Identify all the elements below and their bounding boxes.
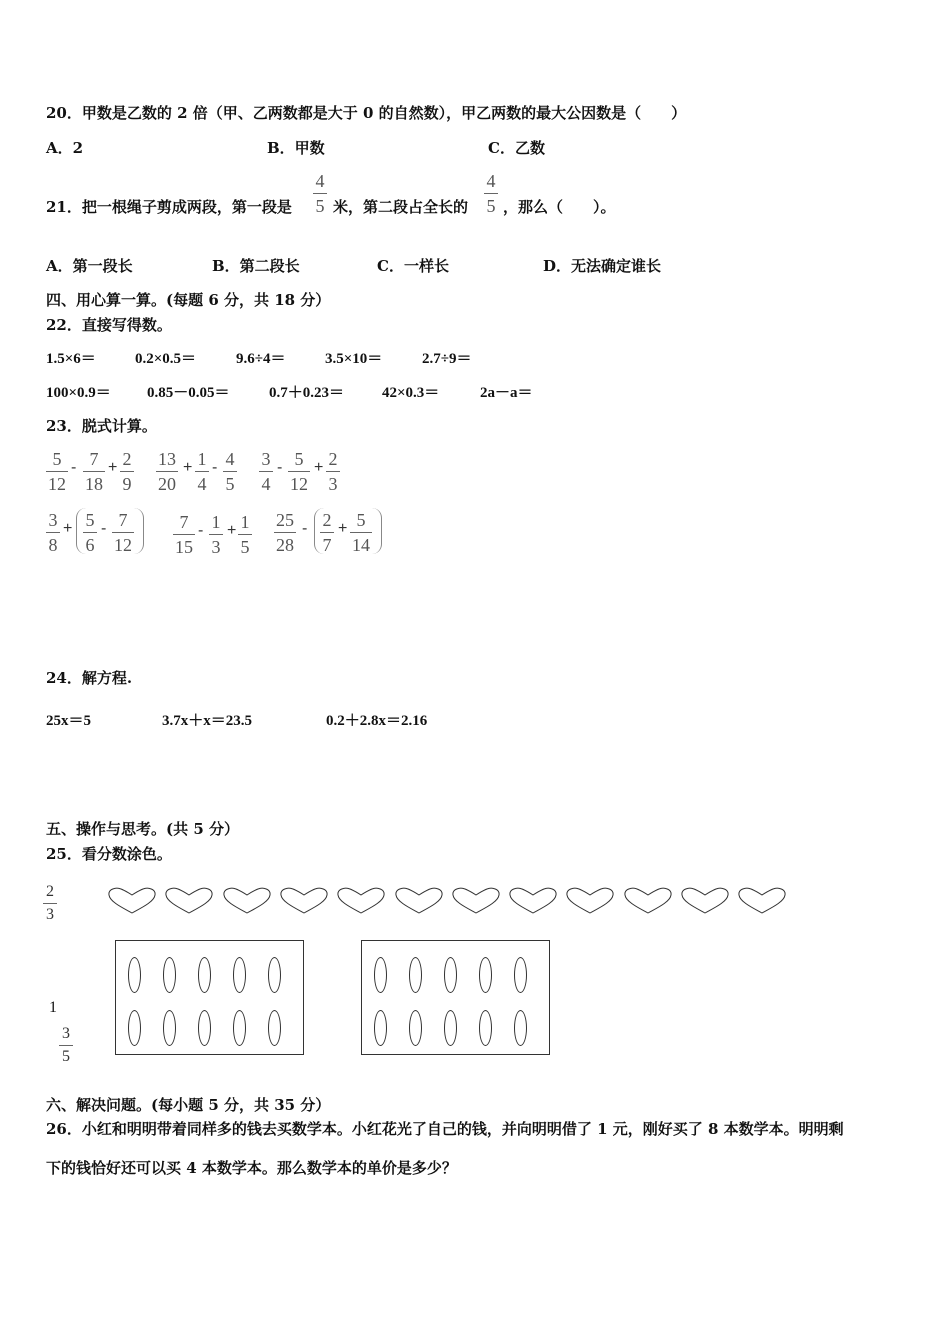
heart-icon[interactable]: [737, 886, 787, 916]
fraction: 2 3: [326, 450, 340, 493]
fraction: 1 4: [195, 450, 209, 493]
q22-item: 9.6÷4＝: [236, 351, 286, 367]
q22-item: 42×0.3＝: [382, 385, 440, 401]
q22-item: 100×0.9＝: [46, 385, 111, 401]
fraction: 5 12: [48, 449, 66, 494]
oval-shape[interactable]: [444, 957, 457, 993]
q25-boxes-fraction: 3 5: [59, 1026, 73, 1065]
fraction: 5 14: [352, 510, 370, 555]
q26-line-2: 下的钱恰好还可以买 4 本数学本。那么数学本的单价是多少？: [46, 1159, 457, 1177]
q24-equation-3: 0.2＋2.8x＝2.16: [326, 713, 428, 729]
plus-sign: +: [314, 459, 324, 476]
q24-equation-1: 25x＝5: [46, 713, 92, 729]
q25-hearts-fraction: 2 3: [43, 884, 57, 923]
plus-sign: +: [183, 459, 193, 476]
oval-shape[interactable]: [268, 1010, 281, 1046]
q20-stem: 20．甲数是乙数的 2 倍（甲、乙两数都是大于 0 的自然数），甲乙两数的最大公因数是（ ）: [46, 104, 687, 122]
minus-sign: -: [101, 520, 107, 537]
q24-title: 24．解方程.: [46, 669, 133, 687]
q22-item: 0.7＋0.23＝: [269, 385, 345, 401]
oval-shape[interactable]: [128, 1010, 141, 1046]
q22-item: 2a－a＝: [480, 385, 533, 401]
section-6-title: 六、解决问题。(每小题 5 分，共 35 分）: [46, 1096, 331, 1114]
oval-shape[interactable]: [514, 957, 527, 993]
oval-shape[interactable]: [444, 1010, 457, 1046]
heart-icon[interactable]: [623, 886, 673, 916]
oval-shape[interactable]: [268, 957, 281, 993]
oval-shape[interactable]: [479, 957, 492, 993]
q24-equation-2: 3.7x＋x＝23.5: [162, 713, 253, 729]
plus-sign: +: [338, 520, 348, 537]
q21-stem-c: ，那么（ ）。: [503, 198, 616, 216]
oval-shape[interactable]: [198, 957, 211, 993]
q20-option-c: C．乙数: [488, 139, 545, 157]
fraction: 2 7: [320, 511, 334, 554]
heart-icon[interactable]: [451, 886, 501, 916]
heart-icon[interactable]: [164, 886, 214, 916]
q21-stem-b: 米，第二段占全长的: [333, 198, 469, 216]
section-5-title: 五、操作与思考。(共 5 分）: [46, 820, 239, 838]
oval-shape[interactable]: [409, 957, 422, 993]
q26-line-1: 26．小红和明明带着同样多的钱去买数学本。小红花光了自己的钱，并向明明借了 1 元，刚好买了 8 本数学本。明明剩: [46, 1120, 844, 1138]
heart-icon[interactable]: [279, 886, 329, 916]
oval-shape[interactable]: [479, 1010, 492, 1046]
section-4-title: 四、用心算一算。(每题 6 分，共 18 分）: [46, 291, 331, 309]
oval-shape[interactable]: [514, 1010, 527, 1046]
q23-title: 23．脱式计算。: [46, 417, 157, 435]
minus-sign: -: [198, 522, 204, 539]
q21-stem-a: 21．把一根绳子剪成两段，第一段是: [46, 198, 292, 216]
minus-sign: -: [277, 459, 283, 476]
q20-option-b: B．甲数: [267, 139, 325, 157]
q22-item: 0.2×0.5＝: [135, 351, 197, 367]
heart-icon[interactable]: [508, 886, 558, 916]
fraction: 1 3: [209, 513, 223, 556]
heart-icon[interactable]: [680, 886, 730, 916]
oval-shape[interactable]: [233, 1010, 246, 1046]
oval-shape[interactable]: [374, 1010, 387, 1046]
oval-shape[interactable]: [233, 957, 246, 993]
fraction: 4 5: [223, 450, 237, 493]
fraction: 7 15: [175, 512, 193, 557]
fraction: 3 8: [46, 511, 60, 554]
fraction: 2 9: [120, 450, 134, 493]
heart-icon[interactable]: [565, 886, 615, 916]
fraction: 1 5: [238, 513, 252, 556]
heart-icon[interactable]: [107, 886, 157, 916]
fraction: 7 12: [114, 510, 132, 555]
plus-sign: +: [227, 522, 237, 539]
q21-option-c: C．一样长: [377, 257, 449, 275]
q25-title: 25．看分数涂色。: [46, 845, 172, 863]
q22-item: 1.5×6＝: [46, 351, 96, 367]
fraction: 3 4: [259, 450, 273, 493]
fraction: 7 18: [85, 449, 103, 494]
plus-sign: +: [63, 520, 73, 537]
fraction: 5 12: [290, 449, 308, 494]
q22-item: 0.85－0.05＝: [147, 385, 230, 401]
minus-sign: -: [302, 520, 308, 537]
fraction: 5 6: [83, 511, 97, 554]
q22-title: 22．直接写得数。: [46, 316, 172, 334]
fraction: 25 28: [276, 510, 294, 555]
q21-option-a: A．第一段长: [46, 257, 133, 275]
q25-whole-label: 1: [49, 999, 57, 1016]
heart-icon[interactable]: [336, 886, 386, 916]
oval-shape[interactable]: [128, 957, 141, 993]
q22-item: 3.5×10＝: [325, 351, 383, 367]
q21-fraction-1: 4 5: [313, 172, 327, 215]
q22-item: 2.7÷9＝: [422, 351, 472, 367]
heart-icon[interactable]: [394, 886, 444, 916]
heart-icon[interactable]: [222, 886, 272, 916]
oval-shape[interactable]: [163, 1010, 176, 1046]
minus-sign: -: [71, 459, 77, 476]
oval-shape[interactable]: [198, 1010, 211, 1046]
oval-shape[interactable]: [409, 1010, 422, 1046]
q21-option-d: D．无法确定谁长: [543, 257, 662, 275]
oval-shape[interactable]: [374, 957, 387, 993]
oval-shape[interactable]: [163, 957, 176, 993]
q21-fraction-2: 4 5: [484, 172, 498, 215]
minus-sign: -: [212, 459, 218, 476]
plus-sign: +: [108, 459, 118, 476]
fraction: 13 20: [158, 449, 176, 494]
q20-option-a: A．2: [46, 139, 84, 157]
q21-option-b: B．第二段长: [212, 257, 300, 275]
